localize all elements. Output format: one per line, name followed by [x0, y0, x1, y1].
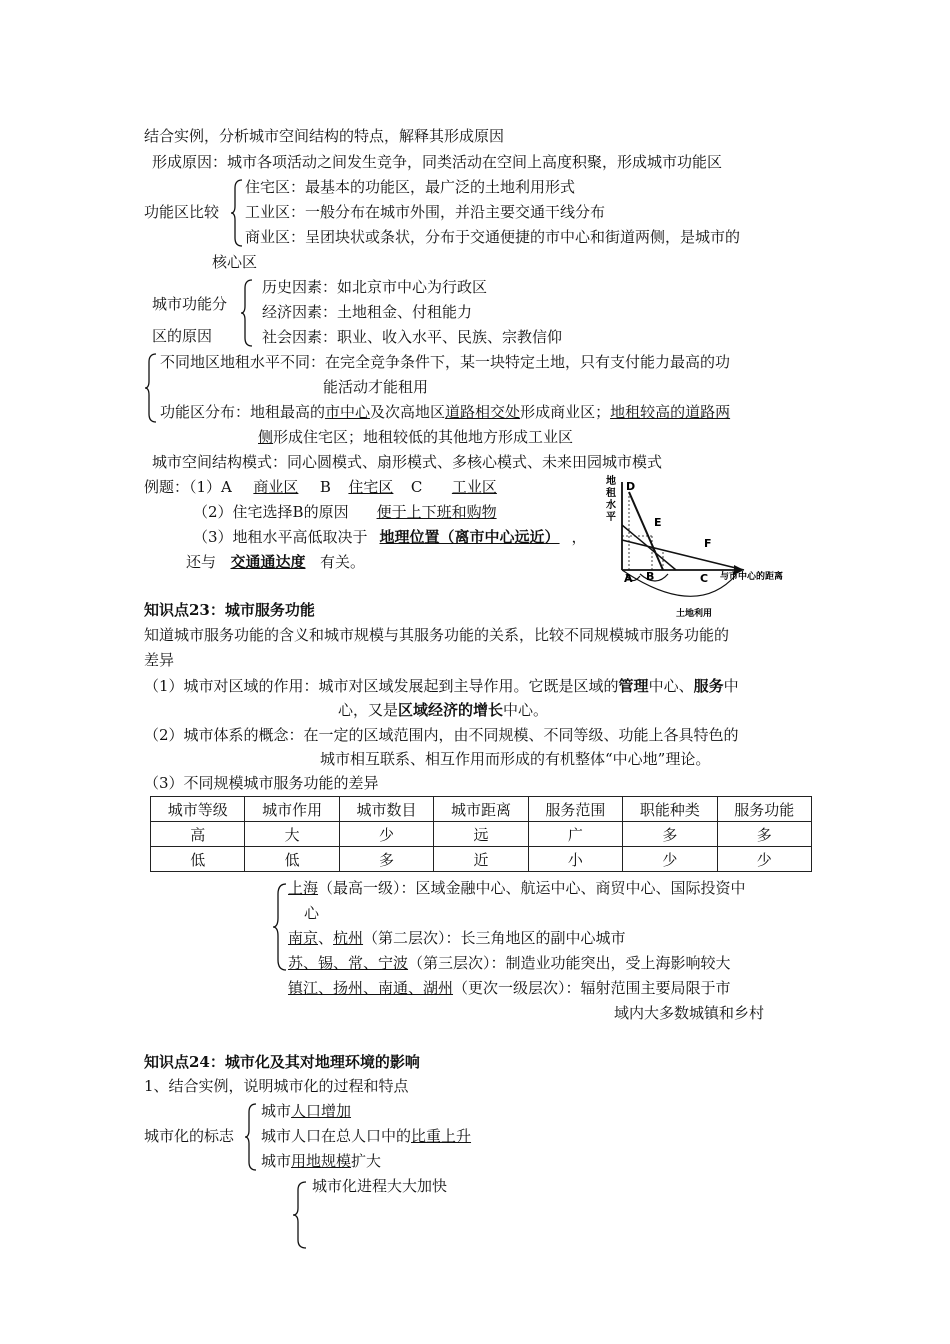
hierarchy-level-1-cont: 心 [304, 904, 320, 922]
city-role-text: （1）城市对区域的作用：城市对区域发展起到主导作用。它既是区域的管理中心、服务中 [144, 677, 739, 695]
example-q3: （3）地租水平高低取决于 地理位置（离市中心远近） ， [193, 528, 587, 546]
city-system-text: （2）城市体系的概念：在一定的区域范围内，由不同规模、不同等级、功能上各具特色的 [144, 726, 739, 744]
curve-industrial [622, 540, 744, 570]
urbanization-process: 城市化进程大大加快 [312, 1177, 448, 1195]
section23-requirement-cont: 差异 [144, 651, 175, 669]
left-brace-icon [244, 1102, 258, 1172]
factor-label-2: 区的原因 [152, 327, 213, 345]
table-header-cell: 城市距离 [434, 797, 528, 822]
structure-models: 城市空间结构模式：同心圆模式、扇形模式、多核心模式、未来田园城市模式 [152, 453, 663, 471]
table-header-cell: 职能种类 [623, 797, 717, 822]
table-cell: 高 [151, 822, 245, 847]
sign-population: 城市人口增加 [261, 1102, 352, 1120]
sign-proportion: 城市人口在总人口中的比重上升 [261, 1127, 472, 1145]
service-diff-title: （3）不同规模城市服务功能的差异 [144, 774, 379, 792]
city-role-cont: 心，又是区域经济的增长中心。 [338, 701, 549, 719]
table-cell: 低 [245, 847, 339, 872]
left-brace-icon [144, 352, 158, 424]
table-cell: 少 [623, 847, 717, 872]
section24-title: 知识点24：城市化及其对地理环境的影响 [144, 1053, 420, 1071]
factor-label-1: 城市功能分 [152, 295, 228, 313]
rent-level-text: 不同地区地租水平不同：在完全竞争条件下，某一块特定土地，只有支付能力最高的功 [160, 353, 731, 371]
diagram-ylabel-char: 平 [606, 512, 616, 523]
func-item-industrial: 工业区：一般分布在城市外围，并沿主要交通干线分布 [245, 203, 606, 221]
diagram-xlabel: 与市中心的距离 [720, 572, 784, 582]
table-row [151, 847, 812, 872]
section23-requirement: 知道城市服务功能的含义和城市规模与其服务功能的关系，比较不同规模城市服务功能的 [144, 626, 730, 644]
example-q2: （2）住宅选择B的原因 便于上下班和购物 [193, 503, 497, 521]
table-header-row [151, 797, 812, 822]
left-brace-icon [240, 278, 254, 348]
rent-level-cont: 能活动才能租用 [323, 378, 429, 396]
diagram-letter-c: C [700, 572, 709, 585]
left-brace-icon [272, 882, 288, 972]
hierarchy-level-1: 上海（最高一级）：区域金融中心、航运中心、商贸中心、国际投资中 [288, 879, 746, 897]
diagram-ylabel-char: 租 [606, 488, 616, 499]
factor-social: 社会因素：职业、收入水平、民族、宗教信仰 [262, 328, 563, 346]
city-system-cont: 城市相互联系、相互作用而形成的有机整体“中心地”理论。 [320, 750, 711, 768]
table-cell: 远 [434, 822, 528, 847]
table-cell: 少 [339, 822, 433, 847]
func-item-commercial: 商业区：呈团块状或条状，分布于交通便捷的市中心和街道两侧，是城市的 [245, 228, 741, 246]
requirement-text: 结合实例，分析城市空间结构的特点，解释其形成原因 [144, 127, 505, 145]
factor-economy: 经济因素：土地租金、付租能力 [262, 303, 473, 321]
curve-commercial [629, 492, 663, 570]
urbanization-sign-label: 城市化的标志 [144, 1127, 235, 1145]
table-cell: 近 [434, 847, 528, 872]
left-brace-icon [292, 1180, 308, 1250]
table-header-cell: 服务功能 [717, 797, 811, 822]
bid-rent-diagram [596, 470, 816, 620]
table-header-cell: 城市数目 [339, 797, 433, 822]
distribution-cont: 侧形成住宅区；地租较低的其他地方形成工业区 [258, 428, 574, 446]
diagram-letter-e: E [654, 516, 662, 529]
curve-residential [622, 525, 676, 570]
table-cell: 多 [623, 822, 717, 847]
hierarchy-level-2: 南京、杭州（第二层次）：长三角地区的副中心城市 [288, 929, 626, 947]
diagram-ylabel-char: 地 [606, 476, 616, 487]
diagram-letter-d: D [626, 480, 636, 493]
example-q3-cont: 还与 交通通达度 有关。 [186, 553, 366, 571]
table-cell: 大 [245, 822, 339, 847]
diagram-ylabel-char: 水 [606, 500, 616, 511]
section24-requirement: 1、结合实例，说明城市化的过程和特点 [144, 1077, 409, 1095]
table-header-cell: 城市作用 [245, 797, 339, 822]
factor-history: 历史因素：如北京市中心为行政区 [262, 278, 488, 296]
diagram-arc [622, 570, 736, 596]
hierarchy-level-4: 镇江、扬州、南通、湖州（更次一级层次）：辐射范围主要局限于市 [288, 979, 731, 997]
section23-title: 知识点23：城市服务功能 [144, 601, 315, 619]
diagram-letter-b: B [646, 570, 655, 583]
table-cell: 少 [717, 847, 811, 872]
distribution-text: 功能区分布：地租最高的市中心及次高地区道路相交处形成商业区；地租较高的道路两 [160, 403, 731, 421]
example-q1: 例题：（1）A 商业区 B 住宅区 C 工业区 [144, 478, 497, 496]
diagram-bottom-label: 土地利用 [676, 609, 713, 619]
func-item-commercial-cont: 核心区 [212, 253, 258, 271]
table-cell: 广 [528, 822, 622, 847]
hierarchy-level-3: 苏、锡、常、宁波（第三层次）：制造业功能突出，受上海影响较大 [288, 954, 731, 972]
table-header-cell: 服务范围 [528, 797, 622, 822]
table-cell: 低 [151, 847, 245, 872]
sign-land-use: 城市用地规模扩大 [261, 1152, 382, 1170]
left-brace-icon [230, 178, 244, 248]
func-item-residential: 住宅区：最基本的功能区，最广泛的土地利用形式 [245, 178, 576, 196]
hierarchy-level-4-cont: 域内大多数城镇和乡村 [614, 1004, 765, 1022]
table-cell: 多 [717, 822, 811, 847]
service-function-table [150, 796, 812, 872]
table-row [151, 822, 812, 847]
func-compare-label: 功能区比较 [144, 203, 220, 221]
table-cell: 多 [339, 847, 433, 872]
diagram-letter-a: A [624, 572, 633, 585]
table-header-cell: 城市等级 [151, 797, 245, 822]
diagram-letter-f: F [704, 537, 712, 550]
table-cell: 小 [528, 847, 622, 872]
formation-reason: 形成原因：城市各项活动之间发生竞争，同类活动在空间上高度积聚，形成城市功能区 [152, 153, 723, 171]
